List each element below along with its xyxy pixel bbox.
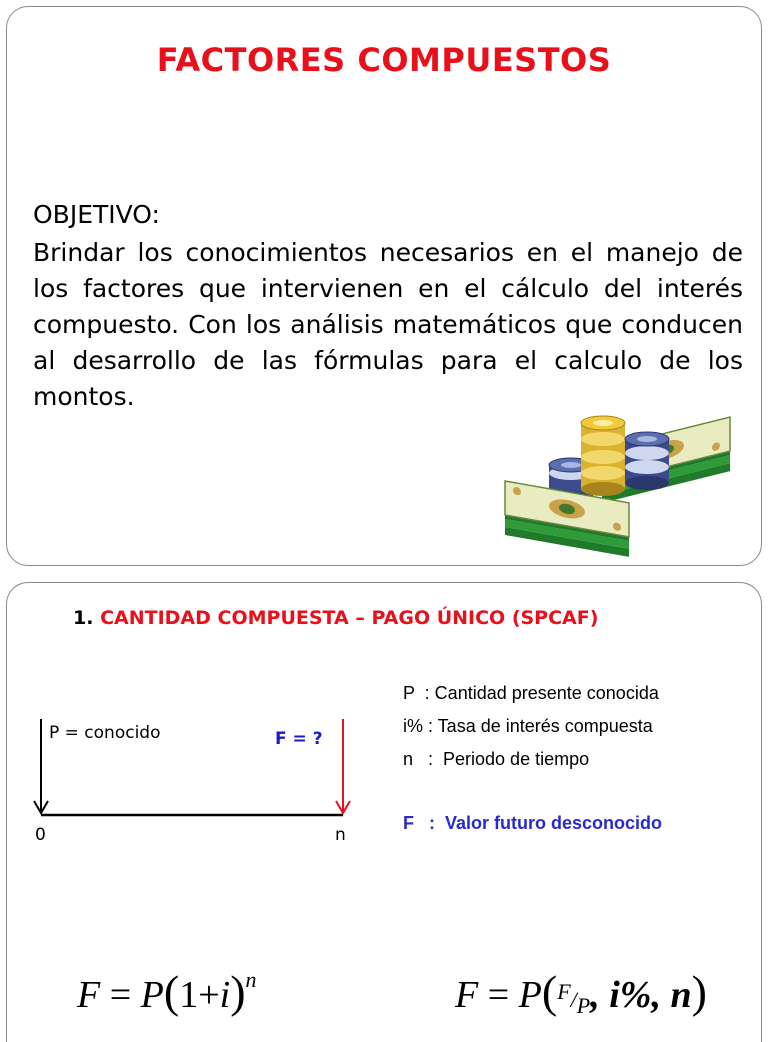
definition-p: P : Cantidad presente conocida xyxy=(403,683,659,703)
axis-end-label: n xyxy=(335,825,346,845)
f-label: F = ? xyxy=(275,729,323,749)
p-label: P = conocido xyxy=(49,723,161,743)
objective-label: OBJETIVO: xyxy=(33,200,160,229)
section-title-text: CANTIDAD COMPUESTA – PAGO ÚNICO (SPCAF) xyxy=(100,607,599,629)
slide-2 xyxy=(6,582,762,1042)
section-number: 1. xyxy=(73,607,94,629)
definitions-list xyxy=(403,683,659,782)
objective-text: Brindar los conocimientos necesarios en el manejo de los factores que intervienen en el cálculo del interés compuesto. Con los análisis matemáticos que conducen al desarrollo de las fórmulas para el calculo de los montos. xyxy=(33,238,743,411)
definition-n: n : Periodo de tiempo xyxy=(403,749,590,769)
slide-title: FACTORES COMPUESTOS xyxy=(156,41,612,79)
definition-i: i% : Tasa de interés compuesta xyxy=(403,716,653,736)
formula-factor-notation: F = P($^F$/P, i%, n) xyxy=(455,966,707,1018)
formula-compound: $F = P(1+i)^n$ xyxy=(77,966,257,1017)
coin-stack-blue-right xyxy=(625,432,669,490)
slide-1 xyxy=(6,6,762,566)
cash-flow-diagram xyxy=(19,713,359,843)
definition-f: F : Valor futuro desconocido xyxy=(403,813,663,833)
axis-start-label: 0 xyxy=(35,825,46,845)
section-title xyxy=(73,607,598,629)
coin-stack-gold xyxy=(581,416,625,496)
money-stack-illustration xyxy=(497,409,747,559)
